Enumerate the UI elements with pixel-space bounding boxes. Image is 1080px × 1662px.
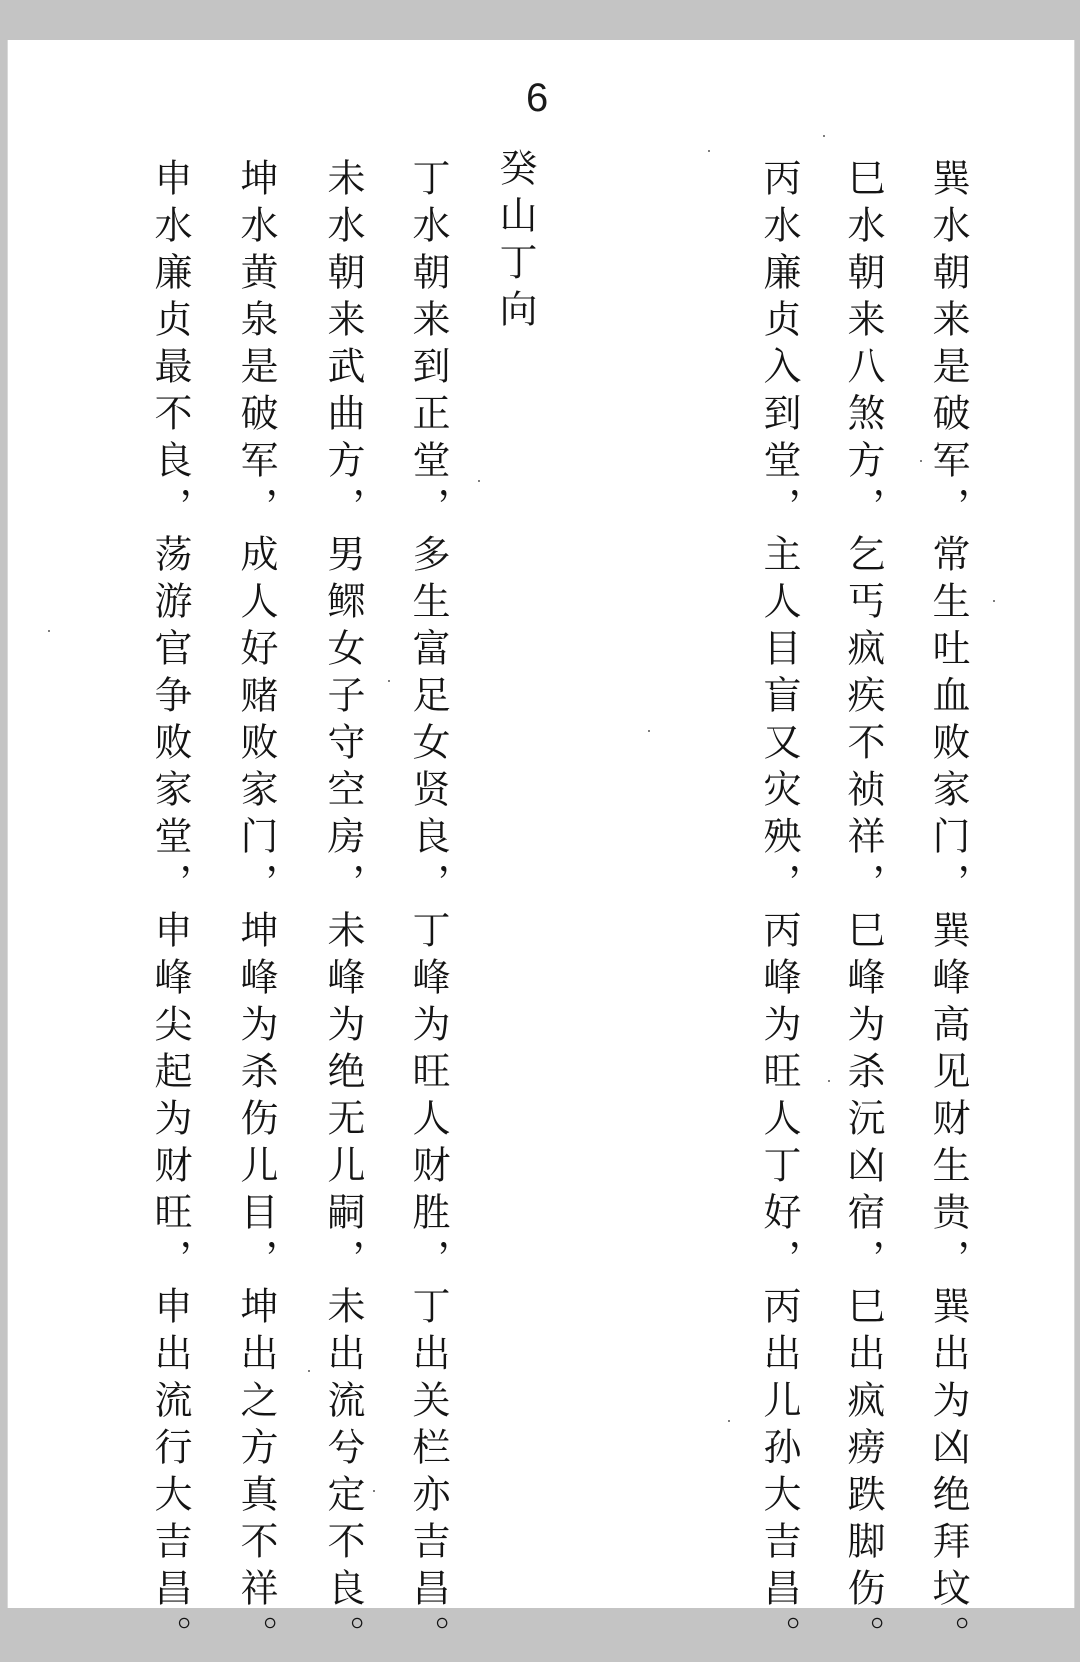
scan-speck [308, 1370, 310, 1372]
scan-speck [373, 1490, 375, 1492]
scan-speck [828, 1080, 830, 1082]
verse-column-bing: 丙水廉贞入到堂，主人目盲又灾殃，丙峰为旺人丁好，丙出儿孙大吉昌。 [757, 158, 801, 1662]
scan-speck [388, 680, 390, 682]
document-page [7, 40, 1075, 1662]
verse-column-si: 巳水朝来八煞方，乞丐疯疾不祯祥，巳峰为杀沅凶宿，巳出疯痨跌脚伤。 [841, 158, 885, 1662]
scan-speck [648, 730, 650, 732]
section-heading: 癸山丁向 [493, 148, 537, 336]
page-number: 6 [526, 76, 549, 120]
verse-column-shen: 申水廉贞最不良，荡游官争败家堂，申峰尖起为财旺，申出流行大吉昌。 [148, 158, 192, 1662]
scan-speck [920, 460, 922, 462]
scan-speck [823, 135, 825, 137]
scan-speck [993, 600, 995, 602]
scan-speck [478, 480, 480, 482]
verse-column-wei: 未水朝来武曲方，男鳏女子守空房，未峰为绝无儿嗣，未出流兮定不良。 [321, 158, 365, 1662]
verse-column-ding: 丁水朝来到正堂，多生富足女贤良，丁峰为旺人财胜，丁出关栏亦吉昌。 [406, 158, 450, 1662]
scan-speck [728, 1420, 730, 1422]
verse-column-kun: 坤水黄泉是破军，成人好赌败家门，坤峰为杀伤儿目，坤出之方真不祥。 [234, 158, 278, 1662]
scan-speck [708, 150, 710, 152]
scan-speck [48, 630, 50, 632]
verse-column-xun: 巽水朝来是破军，常生吐血败家门，巽峰高见财生贵，巽出为凶绝拜坟。 [926, 158, 970, 1662]
